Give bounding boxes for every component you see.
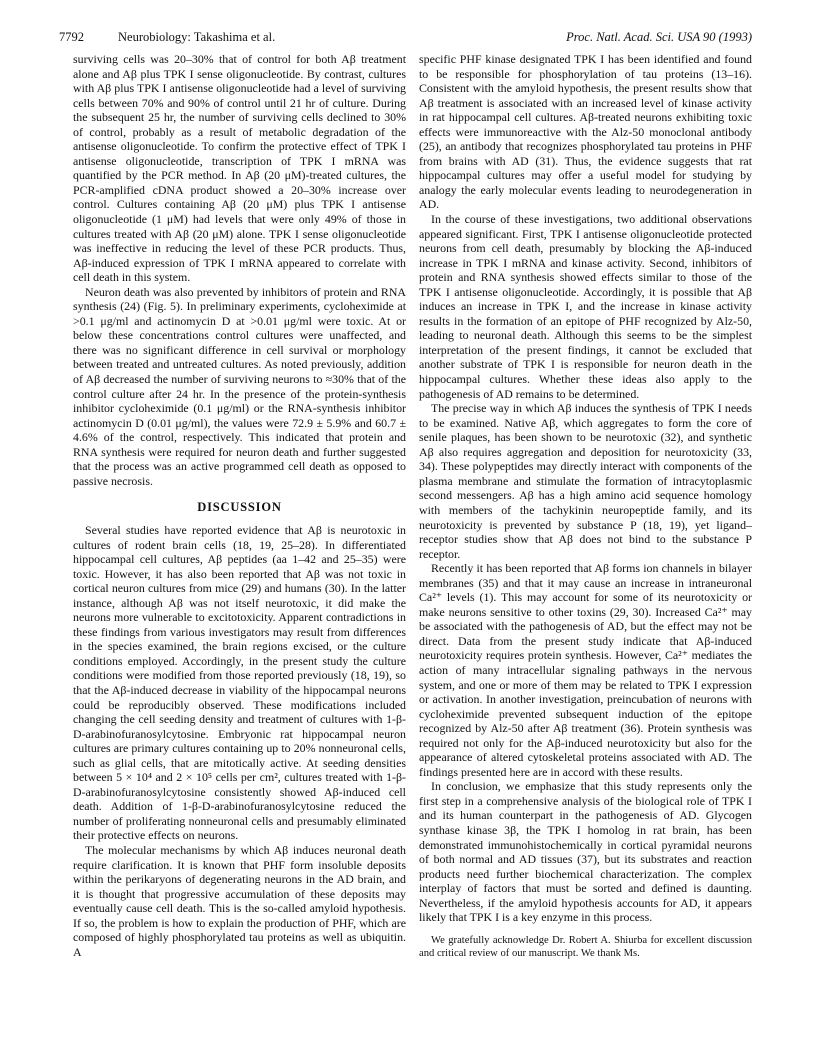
acknowledgment: We gratefully acknowledge Dr. Robert A. Shiurba for excellent discussion and critical review of our manuscript. We thank Ms. — [419, 934, 752, 959]
running-head-journal: Proc. Natl. Acad. Sci. USA 90 (1993) — [566, 30, 752, 44]
section-heading-discussion: DISCUSSION — [197, 500, 282, 515]
paragraph-conclusion: In conclusion, we emphasize that this study represents only the first step in a comprehensive analysis of the biological role of TPK I and its human counterpart in the pathogenesis of AD. Glycogen synthase kinase 3β, the TPK I homolog in rat brain, has been demonstrated immunohistochemically in cortical pyramidal neurons of both normal and AD tissues (37), but its substrates and reaction products need further biochemical characterization. The complex interplay of factors that must be sorted and defined is daunting. Nevertheless, if the amyloid hypothesis accounts for AD, it appears likely that TPK I is a key enzyme in this process. — [419, 779, 752, 925]
page-number: 7792 — [59, 30, 84, 44]
paragraph-discussion-2: The molecular mechanisms by which Aβ induces neuronal death require clarification. It is known that PHF form insoluble deposits within the perikaryons of degenerating neurons in the AD brain, and it is thought that progressive accumulation of these deposits may eventually cause cell death. This is the so-called amyloid hypothesis. If so, the problem is how to explain the production of PHF, which are composed of highly phosphorylated tau proteins as well as ubiquitin. A — [73, 842, 406, 959]
paragraph-discussion-1: Several studies have reported evidence that Aβ is neurotoxic in cultures of rodent brain cells (18, 19, 25–28). In differentiated hippocampal cell cultures, Aβ peptides (aa 1–42 and 25–35) were toxic. However, it has also been reported that Aβ was not toxic in cortical neuron cultures from mice (29) and humans (30). In the latter instance, although Aβ was not itself neurotoxic, it did make the neurons more vulnerable to excitotoxicity. Apparent contradictions in these findings from various investigators may result from differences in the species examined, the brain regions excised, or the culture conditions employed. Accordingly, in the present study the culture conditions were modified from those reported previously (18, 19), so that the Aβ-induced decrease in viability of the hippocampal neurons could be reproducibly observed. These modifications included changing the cell seeding density and treatment of cultures with 1-β-D-arabinofuranosylcytosine. Embryonic rat hippocampal neuron cultures are primary cultures containing up to 20% nonneuronal cells, such as glial cells, that are mitotically active. At seeding densities between 5 × 10⁴ and 2 × 10⁵ cells per cm², cultures treated with 1-β-D-arabinofuranosylcytosine consistently showed Aβ-induced cell death. Addition of 1-β-D-arabinofuranosylcytosine reduced the number of proliferating nonneuronal cells and presumably eliminated their protective effects on neurons. — [73, 522, 406, 843]
paragraph-continued-right: specific PHF kinase designated TPK I has been identified and found to be responsible for phosphorylation of tau proteins (13–16). Consistent with the amyloid hypothesis, the present results show that Aβ treatment is associated with an increased level of kinase activity in rat hippocampal cell cultures. Aβ-treated neurons exhibiting toxic effects were immunoreactive with the Alz-50 monoclonal antibody (25), an antibody that recognizes phosphorylated tau proteins in PHF from brains with AD (31). Thus, the evidence suggests that rat hippocampal cultures may offer a useful model for studying by analogy the early molecular events leading to neurodegeneration in AD. — [419, 52, 752, 212]
paragraph-tpk-synthesis: The precise way in which Aβ induces the synthesis of TPK I needs to be examined. Native Aβ, which aggregates to form the core of senile plaques, has been shown to be neurotoxic (32), and synthetic Aβ also requires aggregation and deposition for neurotoxicity (33, 34). These polypeptides may directly interact with components of the plasma membrane and stimulate the formation of intracytoplasmic second messengers. Aβ has a high amino acid sequence homology with members of the tachykinin neuropeptide family, and its neurotoxicity is prevented by substance P (18, 19), yet ligand–receptor studies show that Aβ does not bind to the substance P receptor. — [419, 401, 752, 561]
paragraph-ion-channels: Recently it has been reported that Aβ forms ion channels in bilayer membranes (35) and that it may cause an increase in intraneuronal Ca²⁺ levels (1). This may account for some of its neurotoxicity or make neurons sensitive to other toxins (29, 30). Increased Ca²⁺ may be associated with the pathogenesis of AD, but the effect may not be direct. Data from the present study indicate that Aβ-induced neurotoxicity requires protein synthesis. However, Ca²⁺ mediates the action of many intracellular signaling pathways in the nervous system, and one or more of them may be related to TPK I expression or activation. In another investigation, preincubation of neurons with cycloheximide prevented subsequent induction of the epitope recognized by Alz-50 after Aβ treatment (36). Protein synthesis was required not only for the Aβ-induced neurotoxicity but also for the appearance of altered cytoskeletal proteins associated with AD. The findings presented here are in accord with these results. — [419, 561, 752, 779]
paragraph-observations: In the course of these investigations, two additional observations appeared significant. First, TPK I antisense oligonucleotide protected neurons from cell death, presumably by blocking the Aβ-induced increase in TPK I mRNA and kinase activity. Second, inhibitors of protein and RNA synthesis showed effects similar to those of the TPK I antisense oligonucleotide. Accordingly, it is possible that Aβ induces an increase in TPK I, and the increase in kinase activity results in the formation of an epitope of PHF recognized by Alz-50, leading to neuronal death. Although this seems to be the simplest interpretation of the present findings, it cannot be excluded that another substrate of TPK I is responsible for neuron death in the hippocampal cultures. Whether these ideas also apply to the pathogenesis of AD remains to be determined. — [419, 212, 752, 401]
paragraph-continued: surviving cells was 20–30% that of control for both Aβ treatment alone and Aβ plus TPK I sense oligonucleotide. By contrast, cultures with Aβ plus TPK I antisense oligonucleotide had a level of surviving cells between 70% and 90% of control until 21 hr of culture. During the subsequent 25 hr, the number of surviving cells declined to 30% of control, probably as a result of metabolic degradation of the antisense oligonucleotide. To confirm the protective effect of TPK I antisense oligonucleotide, transcription of TPK I mRNA was quantified by the PCR method. In Aβ (20 μM)-treated cultures, the PCR-amplified cDNA product showed a 20–30% increase over control. Cultures containing Aβ (20 μM) plus TPK I antisense oligonucleotide (1 μM) had levels that were only 49% of those in cultures treated with Aβ (20 μM) alone. TPK I sense oligonucleotide was ineffective in reducing the level of these PCR products. Thus, Aβ-induced expression of TPK I mRNA appeared to correlate with cell death in this system. — [73, 52, 406, 285]
left-column — [73, 52, 406, 959]
right-column — [419, 52, 752, 960]
paragraph-neuron-death: Neuron death was also prevented by inhibitors of protein and RNA synthesis (24) (Fig. 5). In preliminary experiments, cycloheximide at >0.1 μg/ml and actinomycin D at >0.01 μg/ml were toxic. At or below these concentrations control cultures were unaffected, and there was no significant difference in cell survival or morphology between treated and untreated cultures. As noted previously, addition of Aβ decreased the number of surviving neurons to ≈30% that of the control culture after 24 hr. In the presence of the protein-synthesis inhibitor cycloheximide (0.1 μg/ml) or the RNA-synthesis inhibitor actinomycin D (0.01 μg/ml), the values were 72.9 ± 5.9% and 60.7 ± 4.6% of the control, respectively. This indicated that protein and RNA synthesis were required for neuron death and further suggested that the process was an active programmed cell death as opposed to passive necrosis. — [73, 284, 406, 488]
running-head-section: Neurobiology: Takashima et al. — [118, 30, 276, 44]
